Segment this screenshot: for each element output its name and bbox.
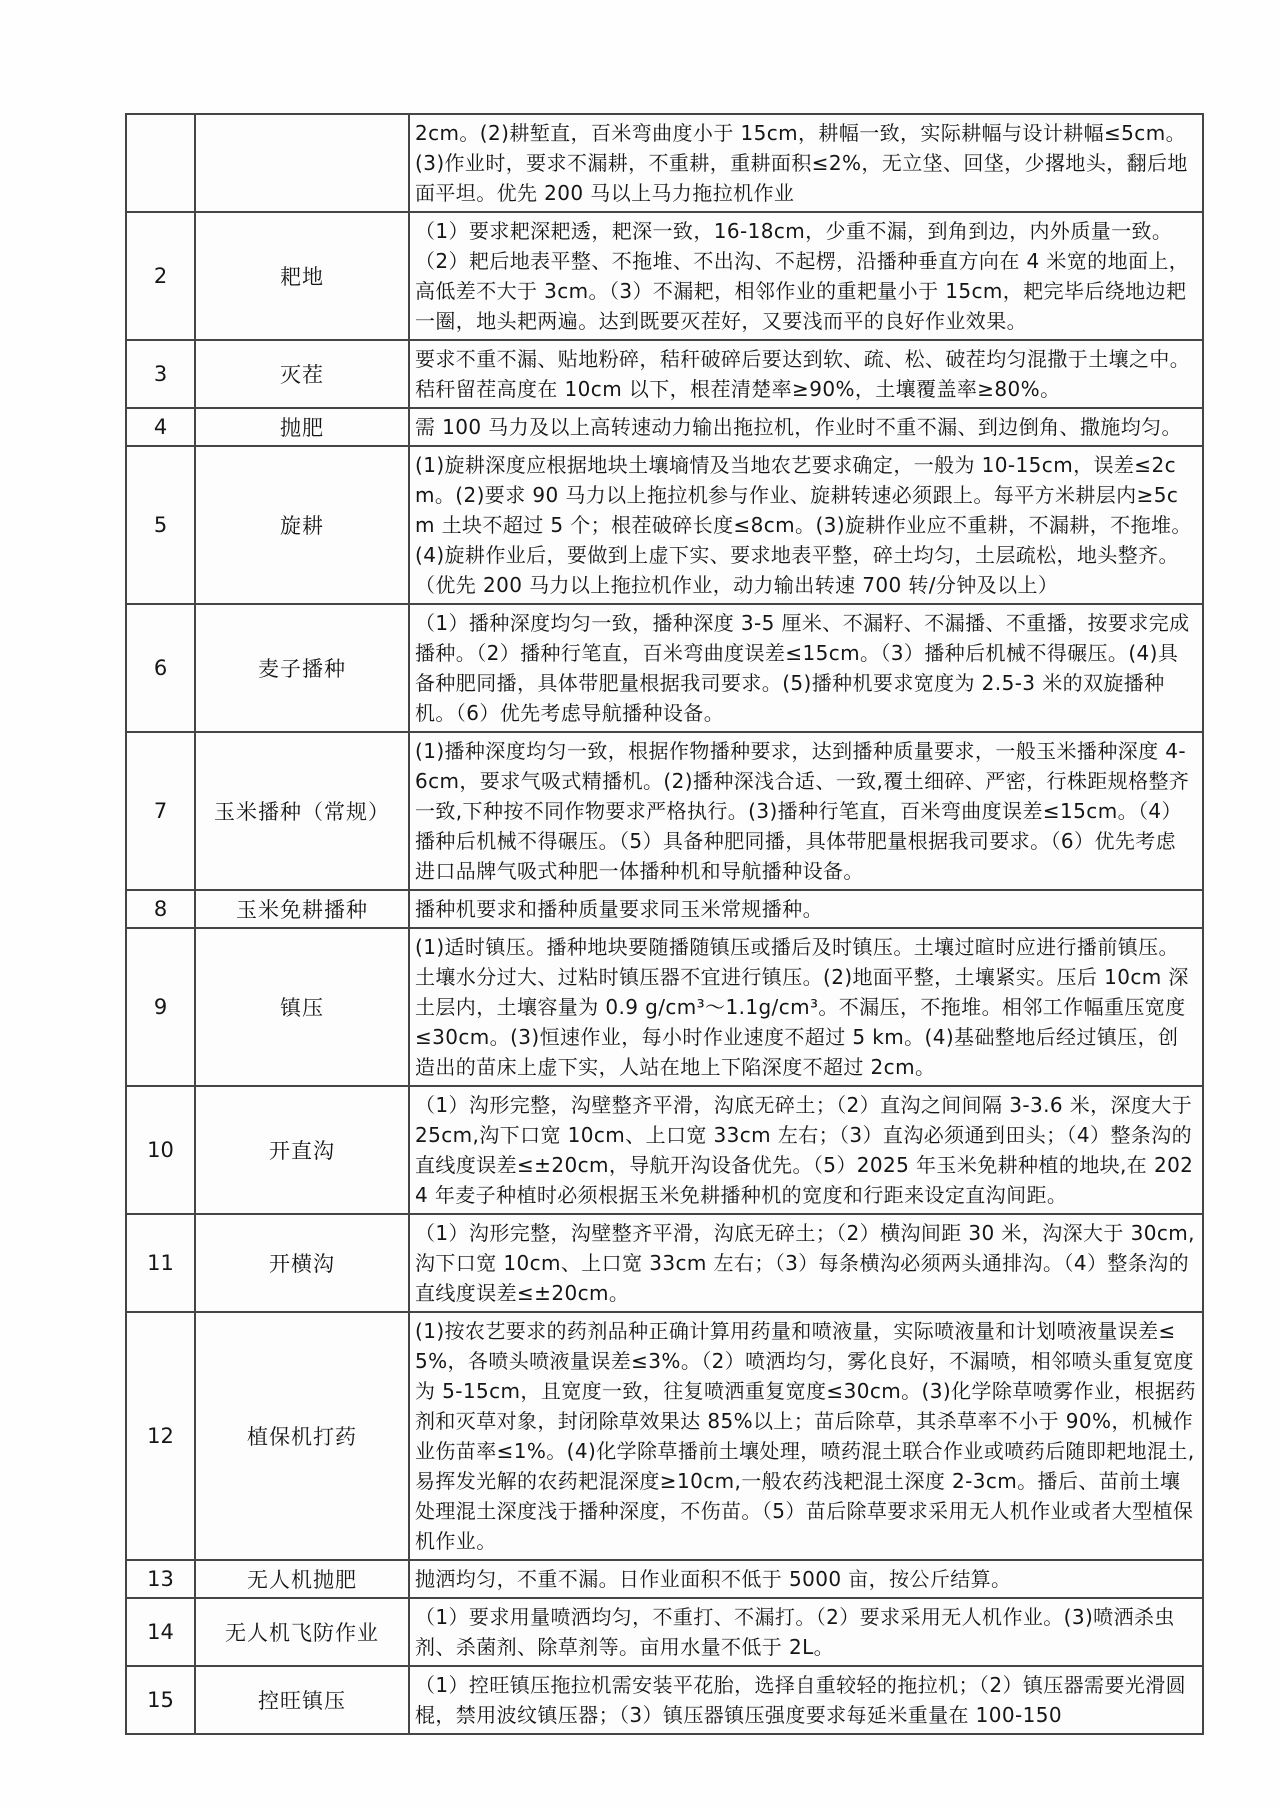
table-row (126, 1312, 1203, 1560)
operation-name-cell: 无人机抛肥 (195, 1560, 409, 1598)
requirements-cell: （1）控旺镇压拖拉机需安装平花胎，选择自重较轻的拖拉机；（2）镇压器需要光滑圆棍，禁用波纹镇压器；（3）镇压器镇压强度要求每延米重量在 100-150 (409, 1666, 1203, 1734)
requirements-cell: (1)适时镇压。播种地块要随播随镇压或播后及时镇压。土壤过暄时应进行播前镇压。土壤水分过大、过粘时镇压器不宜进行镇压。(2)地面平整，土壤紧实。压后 10cm 深土层内，土壤容量为 0.9 g/cm³～1.1g/cm³。不漏压，不拖堆。相邻工作幅重压宽度≤30cm。(3)恒速作业，每小时作业速度不超过 5 km。(4)基础整地后经过镇压，创造出的苗床上虚下实，人站在地上下陷深度不超过 2cm。 (409, 928, 1203, 1086)
row-number-cell: 13 (126, 1560, 195, 1598)
requirements-cell: (1)播种深度均匀一致，根据作物播种要求，达到播种质量要求，一般玉米播种深度 4-6cm，要求气吸式精播机。(2)播种深浅合适、一致,覆土细碎、严密，行株距规格整齐一致,下种按不同作物要求严格执行。(3)播种行笔直，百米弯曲度误差≤15cm。（4）播种后机械不得碾压。（5）具备种肥同播，具体带肥量根据我司要求。（6）优先考虑进口品牌气吸式种肥一体播种机和导航播种设备。 (409, 732, 1203, 890)
table-row (126, 732, 1203, 890)
row-number-cell: 7 (126, 732, 195, 890)
operation-name-cell: 灭茬 (195, 340, 409, 408)
operation-requirements-table (125, 113, 1204, 1735)
table-row (126, 408, 1203, 446)
operation-name-cell: 抛肥 (195, 408, 409, 446)
row-number-cell: 4 (126, 408, 195, 446)
row-number-cell (126, 114, 195, 212)
row-number-cell: 6 (126, 604, 195, 732)
row-number-cell: 11 (126, 1214, 195, 1312)
row-number-cell: 14 (126, 1598, 195, 1666)
requirements-cell: 2cm。(2)耕堑直，百米弯曲度小于 15cm，耕幅一致，实际耕幅与设计耕幅≤5cm。(3)作业时，要求不漏耕，不重耕，重耕面积≤2%，无立垡、回垡，少撂地头，翻后地面平坦。优先 200 马以上马力拖拉机作业 (409, 114, 1203, 212)
row-number-cell: 8 (126, 890, 195, 928)
requirements-cell: (1)按农艺要求的药剂品种正确计算用药量和喷液量，实际喷液量和计划喷液量误差≤5%，各喷头喷液量误差≤3%。（2）喷洒均匀，雾化良好，不漏喷，相邻喷头重复宽度为 5-15cm，且宽度一致，往复喷洒重复宽度≤30cm。(3)化学除草喷雾作业，根据药剂和灭草对象，封闭除草效果达 85%以上；苗后除草，其杀草率不小于 90%，机械作业伤苗率≤1%。(4)化学除草播前土壤处理，喷药混土联合作业或喷药后随即耙地混土,易挥发光解的农药耙混深度≥10cm,一般农药浅耙混土深度 2-3cm。播后、苗前土壤处理混土深度浅于播种深度，不伤苗。（5）苗后除草要求采用无人机作业或者大型植保机作业。 (409, 1312, 1203, 1560)
row-number-cell: 10 (126, 1086, 195, 1214)
operation-name-cell: 玉米免耕播种 (195, 890, 409, 928)
requirements-cell: （1）沟形完整，沟壁整齐平滑，沟底无碎土；（2）横沟间距 30 米，沟深大于 30cm,沟下口宽 10cm、上口宽 33cm 左右；（3）每条横沟必须两头通排沟。（4）整条沟的直线度误差≤±20cm。 (409, 1214, 1203, 1312)
operation-name-cell: 植保机打药 (195, 1312, 409, 1560)
row-number-cell: 15 (126, 1666, 195, 1734)
table-row (126, 1086, 1203, 1214)
requirements-cell: （1）沟形完整，沟壁整齐平滑，沟底无碎土；（2）直沟之间间隔 3-3.6 米，深度大于 25cm,沟下口宽 10cm、上口宽 33cm 左右；（3）直沟必须通到田头；（4）整条沟的直线度误差≤±20cm，导航开沟设备优先。（5）2025 年玉米免耕种植的地块,在 2024 年麦子种植时必须根据玉米免耕播种机的宽度和行距来设定直沟间距。 (409, 1086, 1203, 1214)
table-row (126, 114, 1203, 212)
operation-name-cell: 玉米播种（常规） (195, 732, 409, 890)
table-row (126, 1560, 1203, 1598)
table-row (126, 1598, 1203, 1666)
requirements-cell: (1)旋耕深度应根据地块土壤墒情及当地农艺要求确定，一般为 10-15cm，误差≤2cm。(2)要求 90 马力以上拖拉机参与作业、旋耕转速必须跟上。每平方米耕层内≥5cm 土块不超过 5 个；根茬破碎长度≤8cm。(3)旋耕作业应不重耕，不漏耕，不拖堆。(4)旋耕作业后，要做到上虚下实、要求地表平整，碎土均匀，土层疏松，地头整齐。（优先 200 马力以上拖拉机作业，动力输出转速 700 转/分钟及以上） (409, 446, 1203, 604)
operation-name-cell: 控旺镇压 (195, 1666, 409, 1734)
operation-requirements-table-container (125, 113, 1204, 1735)
row-number-cell: 12 (126, 1312, 195, 1560)
operation-name-cell: 开直沟 (195, 1086, 409, 1214)
row-number-cell: 2 (126, 212, 195, 340)
operation-name-cell: 耙地 (195, 212, 409, 340)
requirements-cell: 需 100 马力及以上高转速动力输出拖拉机，作业时不重不漏、到边倒角、撒施均匀。 (409, 408, 1203, 446)
operation-name-cell: 旋耕 (195, 446, 409, 604)
table-row (126, 928, 1203, 1086)
table-row (126, 446, 1203, 604)
operation-name-cell: 开横沟 (195, 1214, 409, 1312)
requirements-cell: 抛洒均匀，不重不漏。日作业面积不低于 5000 亩，按公斤结算。 (409, 1560, 1203, 1598)
requirements-cell: （1）要求用量喷洒均匀，不重打、不漏打。（2）要求采用无人机作业。(3)喷洒杀虫剂、杀菌剂、除草剂等。亩用水量不低于 2L。 (409, 1598, 1203, 1666)
table-row (126, 890, 1203, 928)
row-number-cell: 5 (126, 446, 195, 604)
requirements-cell: 播种机要求和播种质量要求同玉米常规播种。 (409, 890, 1203, 928)
operation-name-cell: 无人机飞防作业 (195, 1598, 409, 1666)
operation-name-cell (195, 114, 409, 212)
table-row (126, 604, 1203, 732)
row-number-cell: 3 (126, 340, 195, 408)
operation-name-cell: 镇压 (195, 928, 409, 1086)
requirements-cell: （1）要求耙深耙透，耙深一致，16-18cm，少重不漏，到角到边，内外质量一致。（2）耙后地表平整、不拖堆、不出沟、不起楞，沿播种垂直方向在 4 米宽的地面上，高低差不大于 3cm。（3）不漏耙，相邻作业的重耙量小于 15cm，耙完毕后绕地边耙一圈，地头耙两遍。达到既要灭茬好，又要浅而平的良好作业效果。 (409, 212, 1203, 340)
operation-name-cell: 麦子播种 (195, 604, 409, 732)
table-row (126, 1666, 1203, 1734)
table-row (126, 1214, 1203, 1312)
table-row (126, 212, 1203, 340)
table-row (126, 340, 1203, 408)
requirements-cell: （1）播种深度均匀一致，播种深度 3-5 厘米、不漏籽、不漏播、不重播，按要求完成播种。（2）播种行笔直，百米弯曲度误差≤15cm。（3）播种后机械不得碾压。(4)具备种肥同播，具体带肥量根据我司要求。(5)播种机要求宽度为 2.5-3 米的双旋播种机。（6）优先考虑导航播种设备。 (409, 604, 1203, 732)
table-body (126, 114, 1203, 1734)
requirements-cell: 要求不重不漏、贴地粉碎，秸秆破碎后要达到软、疏、松、破茬均匀混撒于土壤之中。秸秆留茬高度在 10cm 以下，根茬清楚率≥90%，土壤覆盖率≥80%。 (409, 340, 1203, 408)
row-number-cell: 9 (126, 928, 195, 1086)
